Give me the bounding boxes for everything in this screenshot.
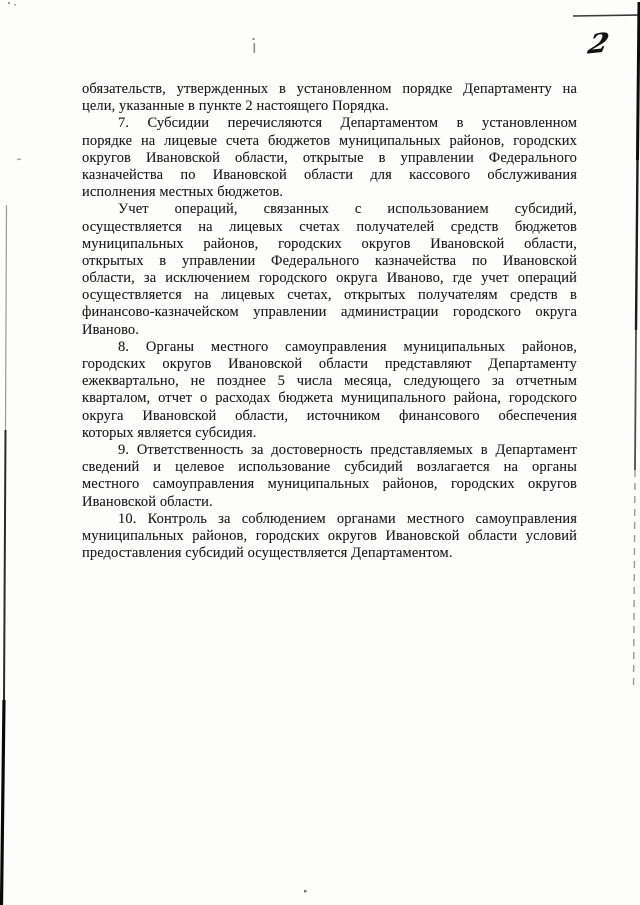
text-line: обязательств, утвержденных в установленном порядке Департаменту на bbox=[82, 81, 577, 97]
text-line: которых является субсидия. bbox=[82, 424, 257, 441]
text-line: муниципальных районов, городских округов Ивановской области, bbox=[82, 235, 577, 252]
text-line: местного самоуправления муниципальных районов, городских округов bbox=[82, 476, 577, 493]
text-line: казначейства по Ивановской области для кассового обслуживания bbox=[82, 166, 577, 183]
text-line: открытых в управлении Федерального казначейства по Ивановской bbox=[82, 252, 577, 269]
document-text bbox=[82, 81, 577, 562]
text-line: финансово-казначейском управлении администрации городского округа bbox=[82, 304, 577, 321]
scan-line-left-middle bbox=[4, 430, 6, 700]
text-line: предоставления субсидий осуществляется Департаментом. bbox=[82, 545, 453, 562]
text-line: муниципальных районов, городских округов Ивановской области условий bbox=[82, 527, 577, 544]
scan-line-right-middle bbox=[636, 160, 638, 330]
speck-top-left-1 bbox=[8, 2, 10, 4]
text-line: цели, указанные в пункте 2 настоящего Порядка. bbox=[82, 98, 389, 115]
text-line: осуществляется на лицевых счетах, открытых получателям средств в bbox=[82, 287, 577, 304]
text-line: ежеквартально, не позднее 5 числа месяца, следующего за отчетным bbox=[82, 373, 577, 390]
scan-line-right-top bbox=[638, 2, 640, 160]
handwritten-page-number: 2 bbox=[585, 27, 612, 61]
smudge-dot bbox=[253, 38, 255, 40]
text-line: исполнения местных бюджетов. bbox=[82, 184, 284, 201]
text-line: 8. Органы местного самоуправления муниципальных районов, bbox=[118, 338, 577, 355]
text-line: округа Ивановской области, источником финансового обеспечения bbox=[82, 407, 577, 424]
scan-line-right-lower bbox=[635, 330, 636, 470]
scan-line-left-faint bbox=[6, 205, 7, 430]
smudge-stroke bbox=[254, 43, 256, 53]
scan-line-right-faded bbox=[634, 470, 636, 690]
text-line: кварталом, отчет о расходах бюджета муниципального района, городского bbox=[82, 390, 577, 407]
text-line: области, за исключением городского округа Иваново, где учет операций bbox=[82, 270, 577, 287]
text-line: Учет операций, связанных с использованием субсидий, bbox=[118, 201, 577, 218]
text-line: сведений и целевое использование субсидий возлагается на органы bbox=[82, 459, 577, 476]
text-line: порядке на лицевые счета бюджетов муниципальных районов, городских bbox=[82, 132, 577, 149]
text-line: осуществляется на лицевых счетах получателей средств бюджетов bbox=[82, 218, 577, 235]
text-line: Ивановской области. bbox=[82, 493, 213, 510]
text-line: 10. Контроль за соблюдением органами местного самоуправления bbox=[118, 510, 577, 527]
speck-left bbox=[17, 159, 21, 161]
text-line: городских округов Ивановской области представляют Департаменту bbox=[82, 356, 577, 372]
text-line: Иваново. bbox=[82, 321, 139, 338]
scan-line-top-right bbox=[573, 15, 639, 16]
speck-bottom bbox=[304, 890, 307, 893]
text-line: 9. Ответственность за достоверность представляемых в Департамент bbox=[118, 441, 577, 458]
text-line: 7. Субсидии перечисляются Департаментом в установленном bbox=[118, 115, 577, 132]
text-line: округов Ивановской области, открытые в управлении Федерального bbox=[82, 149, 577, 166]
speck-top-left-2 bbox=[14, 4, 16, 6]
scan-line-left-bottom bbox=[2, 700, 5, 905]
